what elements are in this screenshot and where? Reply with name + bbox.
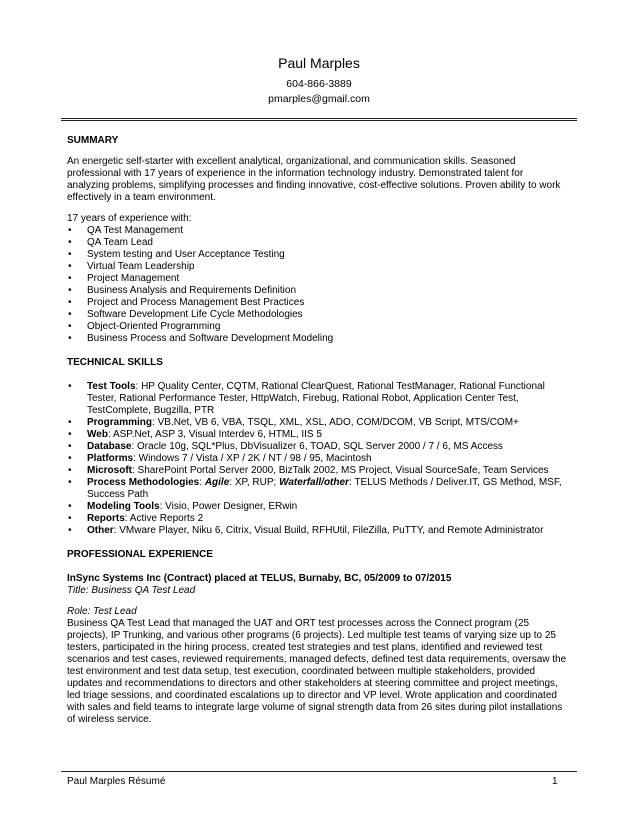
list-item: • Object-Oriented Programming <box>68 321 221 332</box>
bullet-icon: • <box>68 441 72 452</box>
bullet-icon: • <box>68 429 72 440</box>
summary-paragraph: An energetic self-starter with excellent analytical, organizational, and communication skills. Seasoned professional with 17 years of experience in the information technology industry. Demonstrated talent for analyzing problems, simplifying processes and finding innovative, cost-effective solutions. Proven ability to work effectively in a team environment. <box>67 156 561 203</box>
bullet-icon: • <box>68 465 72 476</box>
job-title: Title: Business QA Test Lead <box>67 585 196 596</box>
header-divider <box>61 118 577 121</box>
job-role: Role: Test Lead <box>67 606 137 617</box>
bullet-icon: • <box>68 297 72 308</box>
list-item: • Platforms: Windows 7 / Vista / XP / 2K / NT / 98 / 95, Macintosh <box>68 453 372 464</box>
list-item: • Software Development Life Cycle Methodologies <box>68 309 303 320</box>
list-item: • Business Process and Software Development Modeling <box>68 333 334 344</box>
experience-intro: 17 years of experience with: <box>67 213 192 224</box>
bullet-icon: • <box>68 249 72 260</box>
footer-title: Paul Marples Résumé <box>67 776 166 787</box>
employer-line: InSync Systems Inc (Contract) placed at TELUS, Burnaby, BC, 05/2009 to 07/2015 <box>67 573 452 584</box>
list-item: • Process Methodologies: Agile: XP, RUP; Waterfall/other: TELUS Methods / Deliver.IT, GS Method, MSF, Success Path <box>68 477 562 500</box>
footer-divider <box>61 771 577 772</box>
bullet-icon: • <box>68 237 72 248</box>
bullet-icon: • <box>68 261 72 272</box>
summary-heading: SUMMARY <box>67 135 119 146</box>
list-item: • QA Test Management <box>68 225 183 236</box>
list-item: • Reports: Active Reports 2 <box>68 513 204 524</box>
bullet-icon: • <box>68 501 72 512</box>
bullet-icon: • <box>68 273 72 284</box>
list-item: • Programming: VB.Net, VB 6, VBA, TSQL, XML, XSL, ADO, COM/DCOM, VB Script, MTS/COM+ <box>68 417 519 428</box>
bullet-icon: • <box>68 225 72 236</box>
list-item: • Test Tools: HP Quality Center, CQTM, Rational ClearQuest, Rational TestManager, Rational Functional Tester, Rational Performance Tester, HttpWatch, Firebug, Rational Robot, Application Center Test, TestComplete, Bugzilla, PTR <box>68 381 545 416</box>
bullet-icon: • <box>68 453 72 464</box>
bullet-icon: • <box>68 477 72 488</box>
list-item: • Other: VMware Player, Niku 6, Citrix, Visual Build, RFHUtil, FileZilla, PuTTY, and Remote Administrator <box>68 525 544 536</box>
list-item: • Business Analysis and Requirements Definition <box>68 285 296 296</box>
phone-number: 604-866-3889 <box>286 78 352 90</box>
bullet-icon: • <box>68 309 72 320</box>
resume-body <box>67 135 567 726</box>
job-description: Business QA Test Lead that managed the UAT and ORT test processes across the Connect program (25 projects), IP Trunking, and various other programs (6 projects). Led multiple test teams of varying size up to 25 testers, participated in the hiring process, created test strategies and test plans, identified and reviewed test scenarios and test cases, reviewed requirements, managed defects, defined test data requirements, oversaw the test environment and test data setup, test execution, coordinated between multiple stakeholders, provided updates and recommendations to directors and other stakeholders at steering committee and project meetings, led triage sessions, and coordinated escalations up to director and VP level. Wrote application and coordinated with sales and field teams to integrate large volume of signal strength data from 26 sites during pilot installations of wireless service. <box>67 618 567 725</box>
list-item: • Virtual Team Leadership <box>68 261 195 272</box>
bullet-icon: • <box>68 285 72 296</box>
list-item: • Project and Process Management Best Practices <box>68 297 305 308</box>
technical-skills-list <box>67 381 567 537</box>
bullet-icon: • <box>68 513 72 524</box>
technical-skills-heading: TECHNICAL SKILLS <box>67 357 163 368</box>
list-item: • Web: ASP.Net, ASP 3, Visual Interdev 6, HTML, IIS 5 <box>68 429 322 440</box>
page-number: 1 <box>552 776 558 787</box>
bullet-icon: • <box>68 333 72 344</box>
professional-experience-heading: PROFESSIONAL EXPERIENCE <box>67 549 213 560</box>
list-item: • QA Team Lead <box>68 237 153 248</box>
list-item: • Project Management <box>68 273 180 284</box>
bullet-icon: • <box>68 381 72 392</box>
list-item: • System testing and User Acceptance Testing <box>68 249 285 260</box>
bullet-icon: • <box>68 417 72 428</box>
list-item: • Database: Oracle 10g, SQL*Plus, DbVisualizer 6, TOAD, SQL Server 2000 / 7 / 6, MS Access <box>68 441 503 452</box>
bullet-icon: • <box>68 525 72 536</box>
bullet-icon: • <box>68 321 72 332</box>
email-address: pmarples@gmail.com <box>268 93 370 105</box>
candidate-name: Paul Marples <box>278 55 360 71</box>
list-item: • Modeling Tools: Visio, Power Designer, ERwin <box>68 501 298 512</box>
list-item: • Microsoft: SharePoint Portal Server 2000, BizTalk 2002, MS Project, Visual SourceSafe, Team Services <box>68 465 549 476</box>
experience-list <box>67 225 567 345</box>
